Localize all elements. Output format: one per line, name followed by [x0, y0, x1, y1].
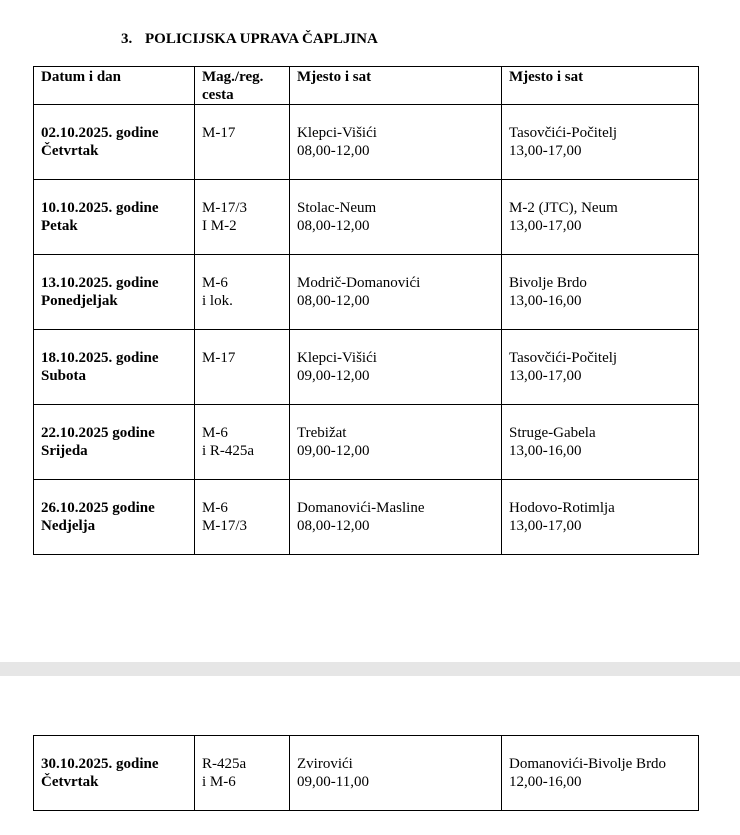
cell-road	[195, 330, 290, 405]
time-text: 09,00-12,00	[297, 443, 370, 459]
place-text: Stolac-Neum	[297, 200, 377, 216]
date-text: 18.10.2025. godine	[41, 350, 159, 366]
cell-place-time-1	[290, 330, 502, 405]
cell-date-day-content	[41, 255, 187, 310]
header-place-time-1: Mjesto i sat	[290, 67, 502, 105]
cell-place-time-2-content	[509, 405, 691, 460]
road-text: R-425a	[202, 756, 247, 772]
day-text: Srijeda	[41, 443, 88, 459]
table-row	[34, 180, 699, 255]
table-header-row	[34, 67, 699, 105]
date-text: 30.10.2025. godine	[41, 756, 159, 772]
cell-place-time-1-content	[297, 255, 494, 310]
time-text: 13,00-17,00	[509, 218, 582, 234]
cell-place-time-1-content	[297, 405, 494, 460]
time-text: 09,00-11,00	[297, 774, 369, 790]
road-text: i M-6	[202, 774, 236, 790]
road-text: M-17/3	[202, 200, 247, 216]
place-text: Zvirovići	[297, 756, 353, 772]
time-text: 13,00-17,00	[509, 368, 582, 384]
place-text: Klepci-Višići	[297, 125, 377, 141]
time-text: 08,00-12,00	[297, 293, 370, 309]
section-title: POLICIJSKA UPRAVA ČAPLJINA	[145, 31, 378, 47]
place-text: Bivolje Brdo	[509, 275, 587, 291]
place-text: Tasovčići-Počitelj	[509, 350, 618, 366]
cell-place-time-2	[502, 405, 699, 480]
road-text: i lok.	[202, 293, 233, 309]
time-text: 08,00-12,00	[297, 518, 370, 534]
schedule-table	[33, 66, 699, 555]
place-text: Hodovo-Rotimlja	[509, 500, 615, 516]
cell-road	[195, 180, 290, 255]
time-text: 13,00-16,00	[509, 443, 582, 459]
cell-place-time-1	[290, 105, 502, 180]
place-text: Domanovići-Bivolje Brdo	[509, 756, 667, 772]
cell-place-time-1-content	[297, 330, 494, 385]
cell-date-day	[34, 330, 195, 405]
header-place-time-2: Mjesto i sat	[502, 67, 699, 105]
table-row	[34, 255, 699, 330]
cell-road	[195, 405, 290, 480]
time-text: 13,00-16,00	[509, 293, 582, 309]
day-text: Ponedjeljak	[41, 293, 118, 309]
place-text: Tasovčići-Počitelj	[509, 125, 618, 141]
cell-date-day-content	[41, 736, 187, 791]
place-text: Trebižat	[297, 425, 347, 441]
day-text: Četvrtak	[41, 774, 99, 790]
place-text: M-2 (JTC), Neum	[509, 200, 618, 216]
cell-road-content	[202, 405, 282, 460]
cell-place-time-1-content	[297, 480, 494, 535]
cell-date-day	[34, 180, 195, 255]
time-text: 08,00-12,00	[297, 143, 370, 159]
cell-place-time-1-content	[297, 105, 494, 160]
place-text: Domanovići-Masline	[297, 500, 425, 516]
cell-place-time-2	[502, 330, 699, 405]
cell-place-time-1	[290, 405, 502, 480]
cell-place-time-2-content	[509, 255, 691, 310]
table-row	[34, 736, 699, 811]
time-text: 13,00-17,00	[509, 143, 582, 159]
cell-road	[195, 736, 290, 811]
cell-place-time-2-content	[509, 330, 691, 385]
place-text: Klepci-Višići	[297, 350, 377, 366]
cell-place-time-1	[290, 480, 502, 555]
road-text: M-17/3	[202, 518, 247, 534]
cell-place-time-2-content	[509, 180, 691, 235]
place-text: Modrič-Domanovići	[297, 275, 421, 291]
schedule-table-continued-body	[34, 736, 699, 811]
road-text: M-17	[202, 350, 236, 366]
cell-date-day-content	[41, 180, 187, 235]
cell-date-day	[34, 480, 195, 555]
date-text: 22.10.2025 godine	[41, 425, 155, 441]
time-text: 12,00-16,00	[509, 774, 582, 790]
cell-place-time-2	[502, 105, 699, 180]
cell-place-time-1-content	[297, 180, 494, 235]
document-page-bottom	[0, 676, 740, 835]
table-row	[34, 480, 699, 555]
cell-road-content	[202, 480, 282, 535]
date-text: 02.10.2025. godine	[41, 125, 159, 141]
cell-place-time-2	[502, 480, 699, 555]
cell-road	[195, 255, 290, 330]
cell-road-content	[202, 105, 282, 142]
road-text: M-17	[202, 125, 236, 141]
place-text: Struge-Gabela	[509, 425, 596, 441]
cell-place-time-2-content	[509, 480, 691, 535]
cell-road-content	[202, 180, 282, 235]
cell-date-day	[34, 405, 195, 480]
schedule-table-body	[34, 105, 699, 555]
cell-road-content	[202, 736, 282, 791]
date-text: 13.10.2025. godine	[41, 275, 159, 291]
time-text: 08,00-12,00	[297, 218, 370, 234]
cell-road	[195, 480, 290, 555]
cell-place-time-2	[502, 255, 699, 330]
table-row	[34, 405, 699, 480]
cell-date-day	[34, 105, 195, 180]
day-text: Nedjelja	[41, 518, 96, 534]
cell-place-time-2-content	[509, 105, 691, 160]
cell-place-time-2-content	[509, 736, 691, 791]
road-text: M-6	[202, 500, 228, 516]
cell-place-time-1	[290, 180, 502, 255]
day-text: Četvrtak	[41, 143, 99, 159]
day-text: Petak	[41, 218, 78, 234]
cell-date-day-content	[41, 330, 187, 385]
road-text: I M-2	[202, 218, 237, 234]
date-text: 10.10.2025. godine	[41, 200, 159, 216]
cell-place-time-1-content	[297, 736, 494, 791]
header-date-day: Datum i dan	[34, 67, 195, 105]
cell-date-day-content	[41, 105, 187, 160]
time-text: 09,00-12,00	[297, 368, 370, 384]
cell-road-content	[202, 255, 282, 310]
day-text: Subota	[41, 368, 87, 384]
cell-place-time-1	[290, 255, 502, 330]
cell-road	[195, 105, 290, 180]
cell-road-content	[202, 330, 282, 367]
cell-date-day	[34, 736, 195, 811]
table-row	[34, 105, 699, 180]
schedule-table-continued	[33, 735, 699, 811]
section-heading	[121, 31, 378, 48]
road-text: M-6	[202, 425, 228, 441]
date-text: 26.10.2025 godine	[41, 500, 155, 516]
cell-place-time-2	[502, 180, 699, 255]
table-row	[34, 330, 699, 405]
cell-date-day-content	[41, 405, 187, 460]
cell-place-time-2	[502, 736, 699, 811]
section-number: 3.	[121, 31, 133, 47]
cell-place-time-1	[290, 736, 502, 811]
page-break-gap	[0, 662, 740, 676]
cell-date-day	[34, 255, 195, 330]
road-text: M-6	[202, 275, 228, 291]
header-road: Mag./reg. cesta	[195, 67, 290, 105]
cell-date-day-content	[41, 480, 187, 535]
time-text: 13,00-17,00	[509, 518, 582, 534]
road-text: i R-425a	[202, 443, 255, 459]
